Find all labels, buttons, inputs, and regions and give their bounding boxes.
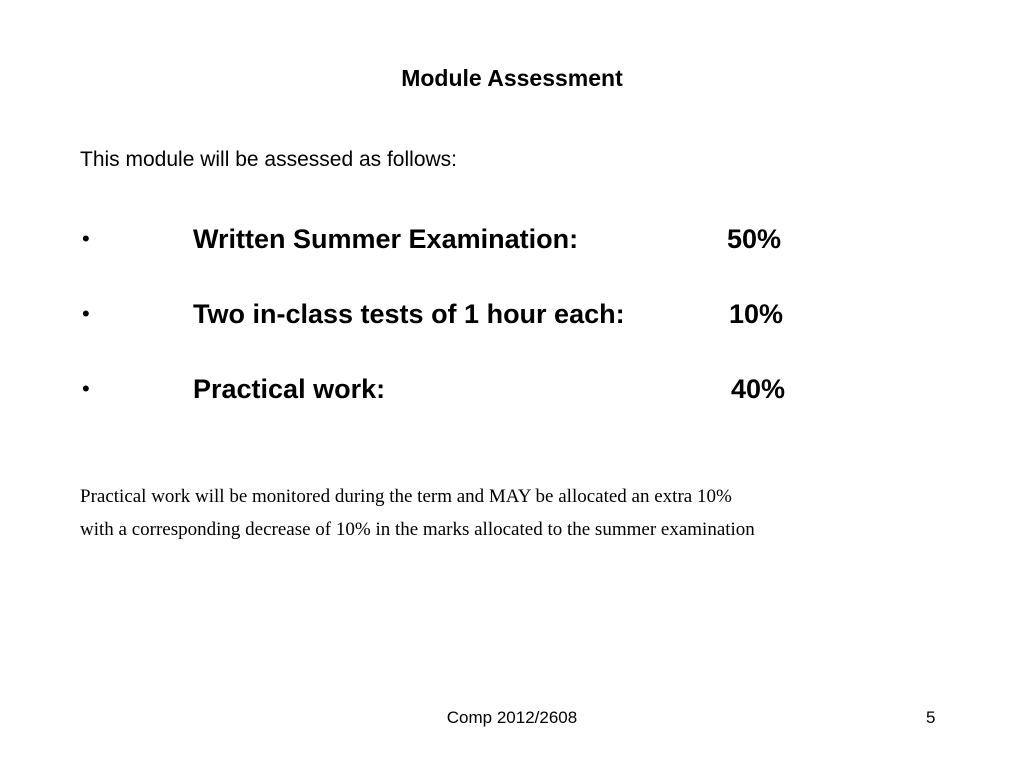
- assessment-item-written-exam: [0, 219, 1024, 259]
- footer-page-number: 5: [926, 708, 936, 727]
- assessment-item-label: Two in-class tests of 1 hour each:: [193, 299, 625, 329]
- assessment-item-in-class-tests: [0, 294, 1024, 334]
- footer-course-code: Comp 2012/2608: [446, 708, 578, 727]
- assessment-item-weight: 10%: [729, 299, 784, 329]
- note-line: with a corresponding decrease of 10% in the marks allocated to the summer examination: [80, 519, 755, 540]
- bullet-icon: •: [82, 301, 90, 326]
- assessment-item-practical-work: [0, 369, 1024, 409]
- bullet-icon: •: [82, 226, 90, 251]
- assessment-item-label: Written Summer Examination:: [193, 224, 579, 254]
- bullet-icon: •: [82, 376, 90, 401]
- note-line: Practical work will be monitored during the term and MAY be allocated an extra 10%: [80, 486, 732, 507]
- intro-text: This module will be assessed as follows:: [80, 148, 457, 171]
- assessment-item-label: Practical work:: [193, 374, 386, 404]
- assessment-item-weight: 40%: [731, 374, 786, 404]
- assessment-item-weight: 50%: [727, 224, 782, 254]
- practical-work-note: [80, 480, 980, 546]
- slide-title: Module Assessment: [401, 65, 623, 91]
